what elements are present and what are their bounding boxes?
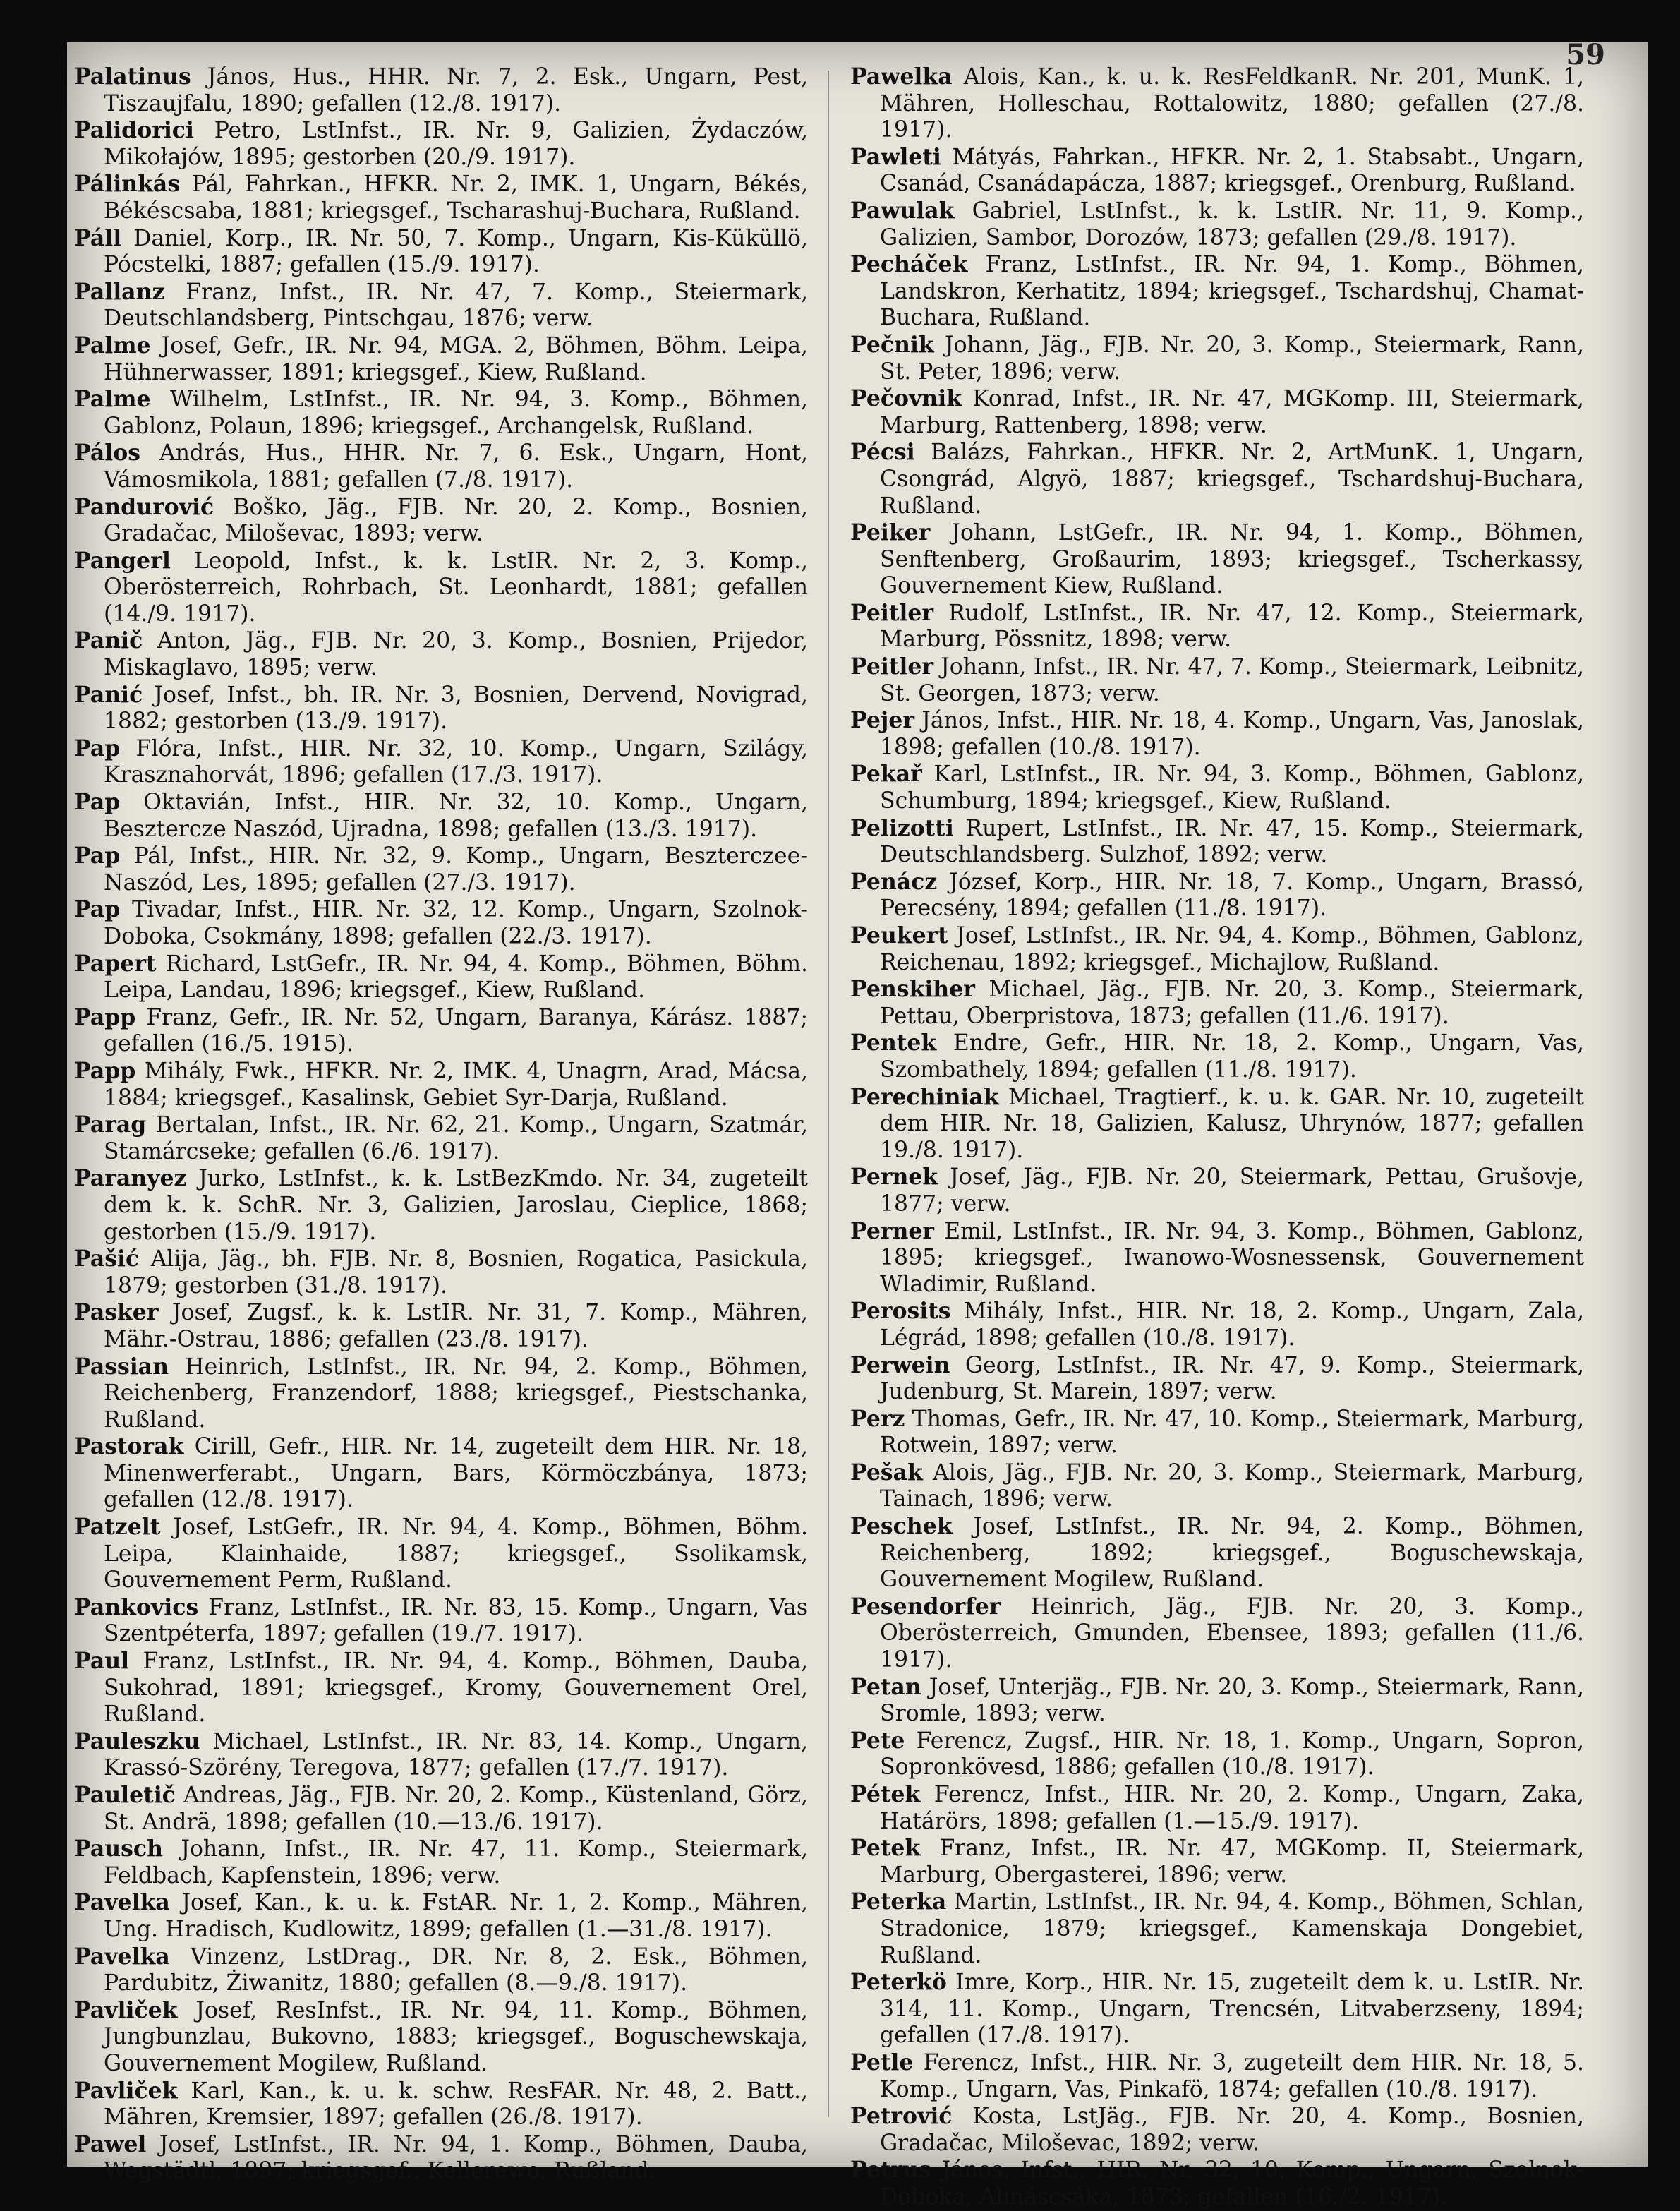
- entry-surname: Páll: [74, 224, 122, 251]
- casualty-entry: [850, 1888, 1584, 1969]
- entry-surname: Perner: [850, 1217, 935, 1244]
- entry-surname: Peiker: [850, 519, 931, 546]
- entry-details: Ferencz, Infst., HIR. Nr. 3, zugeteilt dem HIR. Nr. 18, 5. Komp., Ungarn, Vas, Pinkafö, 1874; gefallen (10./8. 1917).: [880, 2049, 1584, 2102]
- entry-surname: Pečovnik: [850, 385, 962, 412]
- entry-details: Endre, Gefr., HIR. Nr. 18, 2. Komp., Ungarn, Vas, Szombathely, 1894; gefallen (11./8. 1917).: [880, 1030, 1585, 1083]
- casualty-entry: [850, 1406, 1584, 1459]
- casualty-entry: [74, 1782, 808, 1836]
- entry-details: Leopold, Infst., k. k. LstIR. Nr. 2, 3. Komp., Oberösterreich, Rohrbach, St. Leonhardt, 1881; gefallen (14./9. 1917).: [104, 548, 808, 627]
- casualty-entry: [74, 225, 808, 279]
- casualty-entry: [850, 600, 1584, 653]
- entry-surname: Pešak: [850, 1459, 923, 1486]
- entry-details: Balázs, Fahrkan., HFKR. Nr. 2, ArtMunK. 1, Ungarn, Csongrád, Algyö, 1887; kriegsgef., Tschardshuj-Buchara, Rußland.: [880, 440, 1584, 519]
- entry-details: Kosta, LstJäg., FJB. Nr. 20, 4. Komp., Bosnien, Gradačac, Miloševac, 1892; verw.: [880, 2104, 1584, 2156]
- entry-surname: Perosits: [850, 1298, 951, 1325]
- casualty-entry: [74, 548, 808, 628]
- entry-details: Oktavián, Infst., HIR. Nr. 32, 10. Komp., Ungarn, Besztercze Naszód, Ujradna, 1898; gefallen (13./3. 1917).: [104, 790, 808, 842]
- casualty-entry: [74, 735, 808, 789]
- casualty-entry: [850, 1459, 1584, 1513]
- entry-surname: Pavliček: [74, 1996, 178, 2023]
- entry-details: János, Infst., HIR. Nr. 18, 4. Komp., Ungarn, Vas, Janoslak, 1898; gefallen (10./8. 1917).: [880, 708, 1584, 760]
- entry-details: Josef, Jäg., FJB. Nr. 20, Steiermark, Pettau, Grušovje, 1877; verw.: [880, 1164, 1585, 1217]
- entry-details: Daniel, Korp., IR. Nr. 50, 7. Komp., Ungarn, Kis-Küküllö, Pócstelki, 1887; gefallen (15./9. 1917).: [104, 225, 808, 278]
- casualty-entry: [850, 922, 1584, 976]
- page-number: 59: [1566, 38, 1605, 71]
- casualty-entry: [74, 1058, 808, 1111]
- casualty-entry: [850, 2049, 1584, 2103]
- entry-details: Petro, LstInfst., IR. Nr. 9, Galizien, Żydaczów, Mikołajów, 1895; gestorben (20./9. 1917).: [104, 118, 808, 170]
- entry-details: Thomas, Gefr., IR. Nr. 47, 10. Komp., Steiermark, Marburg, Rotwein, 1897; verw.: [880, 1406, 1584, 1459]
- casualty-entry: [850, 653, 1584, 707]
- entry-details: Franz, Infst., IR. Nr. 47, MGKomp. II, Steiermark, Marburg, Obergasterei, 1896; verw.: [880, 1836, 1584, 1888]
- entry-details: Bertalan, Infst., IR. Nr. 62, 21. Komp., Ungarn, Szatmár, Stamárcseke; gefallen (6./6. 1917).: [104, 1112, 809, 1164]
- entry-details: János, Infst., HIR. Nr. 32, 10. Komp., Ungarn, Szolnok-Doboka, Almáscsáka, 1873; gefallen (16./2. 1917).: [880, 2157, 1585, 2210]
- casualty-entry: [74, 1997, 808, 2078]
- entry-details: Josef, LstInfst., IR. Nr. 94, 1. Komp., Böhmen, Dauba, Wegstädtl, 1897; kriegsgef., Kellerewo, Rußland.: [104, 2131, 809, 2184]
- casualty-entry: [74, 1889, 808, 1943]
- casualty-entry: [74, 2078, 808, 2131]
- casualty-entry: [74, 1836, 808, 1889]
- casualty-entry: [850, 1164, 1584, 1217]
- entry-details: Wilhelm, LstInfst., IR. Nr. 94, 3. Komp., Böhmen, Gablonz, Polaun, 1896; kriegsgef., Archangelsk, Rußland.: [104, 387, 808, 439]
- entry-surname: Pétek: [850, 1781, 921, 1807]
- entry-details: Gabriel, LstInfst., k. k. LstIR. Nr. 11, 9. Komp., Galizien, Sambor, Dorozów, 1873; gefallen (29./8. 1917).: [880, 198, 1585, 251]
- entry-surname: Pálos: [74, 440, 140, 466]
- entry-surname: Pavelka: [74, 1889, 170, 1916]
- casualty-entry: [74, 1648, 808, 1728]
- casualty-entry: [850, 144, 1584, 198]
- entry-details: Jurko, LstInfst., k. k. LstBezKmdo. Nr. 34, zugeteilt dem k. k. SchR. Nr. 3, Galizien, Jaroslau, Cieplice, 1868; gestorben (15./9. 1917).: [104, 1166, 808, 1245]
- entry-details: Johann, Jäg., FJB. Nr. 20, 3. Komp., Steiermark, Rann, St. Peter, 1896; verw.: [880, 332, 1585, 385]
- entry-details: Josef, LstGefr., IR. Nr. 94, 4. Komp., Böhmen, Böhm. Leipa, Klainhaide, 1887; kriegsgef., Ssolikamsk, Gouvernement Perm, Rußland.: [104, 1514, 808, 1594]
- entry-surname: Palme: [74, 386, 151, 413]
- casualty-entry: [74, 1944, 808, 1997]
- casualty-entry: [850, 1030, 1584, 1083]
- entry-details: Josef, Kan., k. u. k. FstAR. Nr. 1, 2. Komp., Mähren, Ung. Hradisch, Kudlowitz, 1899; gefallen (1.—31./8. 1917).: [104, 1890, 808, 1942]
- casualty-entry: [74, 1004, 808, 1058]
- entry-surname: Pausch: [74, 1836, 163, 1862]
- entry-details: Rupert, LstInfst., IR. Nr. 47, 15. Komp., Steiermark, Deutschlandsberg. Sulzhof, 1892; verw.: [880, 815, 1584, 868]
- entry-details: Johann, LstGefr., IR. Nr. 94, 1. Komp., Böhmen, Senftenberg, Großaurim, 1893; kriegsgef., Tscherkassy, Gouvernement Kiew, Rußland.: [880, 520, 1584, 599]
- entry-surname: Peukert: [850, 922, 948, 948]
- document-page: [67, 38, 1648, 2210]
- entry-details: Konrad, Infst., IR. Nr. 47, MGKomp. III, Steiermark, Marburg, Rattenberg, 1898; verw.: [880, 386, 1584, 438]
- entry-surname: Penskiher: [850, 976, 975, 1003]
- right-column: [850, 64, 1584, 2211]
- column-divider: [828, 71, 829, 2117]
- casualty-entry: [850, 1674, 1584, 1728]
- entry-surname: Pallanz: [74, 278, 165, 305]
- casualty-entry: [850, 385, 1584, 439]
- entry-details: Franz, LstInfst., IR. Nr. 83, 15. Komp., Ungarn, Vas Szentpéterfa, 1897; gefallen (19./7. 1917).: [104, 1594, 808, 1647]
- entry-details: Michael, LstInfst., IR. Nr. 83, 14. Komp., Ungarn, Krassó-Szörény, Teregova, 1877; gefallen (17./7. 1917).: [104, 1728, 808, 1781]
- entry-surname: Perz: [850, 1405, 905, 1432]
- entry-surname: Pandurović: [74, 493, 214, 520]
- entry-details: Mihály, Infst., HIR. Nr. 18, 2. Komp., Ungarn, Zala, Légrád, 1898; gefallen (10./8. 1917).: [880, 1299, 1584, 1351]
- casualty-entry: [74, 1514, 808, 1594]
- casualty-entry: [74, 494, 808, 548]
- casualty-entry: [74, 1354, 808, 1434]
- casualty-entry: [74, 332, 808, 386]
- casualty-entry: [850, 1218, 1584, 1299]
- entry-surname: Peitler: [850, 599, 934, 626]
- entry-details: Cirill, Gefr., HIR. Nr. 14, zugeteilt dem HIR. Nr. 18, Minenwerferabt., Ungarn, Bars, Körmöczbánya, 1873; gefallen (12./8. 1917).: [104, 1434, 809, 1513]
- entry-surname: Pap: [74, 896, 121, 923]
- entry-details: Ferencz, Zugsf., HIR. Nr. 18, 1. Komp., Ungarn, Sopron, Sopronkövesd, 1886; gefallen (10./8. 1917).: [880, 1728, 1585, 1781]
- casualty-entry: [850, 1835, 1584, 1888]
- entry-details: Franz, Gefr., IR. Nr. 52, Ungarn, Baranya, Kárász. 1887; gefallen (16./5. 1915).: [104, 1004, 808, 1057]
- entry-surname: Perechiniak: [850, 1083, 999, 1110]
- left-column: [74, 64, 808, 2185]
- entry-details: Boško, Jäg., FJB. Nr. 20, 2. Komp., Bosnien, Gradačac, Miloševac, 1893; verw.: [104, 494, 809, 547]
- casualty-entry: [74, 1165, 808, 1246]
- entry-surname: Paranyez: [74, 1165, 187, 1192]
- entry-details: Alois, Kan., k. u. k. ResFeldkanR. Nr. 201, MunK. 1, Mähren, Holleschau, Rottalowitz, 1880; gefallen (27./8. 1917).: [880, 64, 1584, 143]
- entry-details: Imre, Korp., HIR. Nr. 15, zugeteilt dem k. u. LstIR. Nr. 314, 11. Komp., Ungarn, Trencsén, Litvaberzseny, 1894; gefallen (17./8. 1917).: [880, 1970, 1584, 2049]
- casualty-entry: [74, 843, 808, 896]
- entry-surname: Peitler: [850, 653, 934, 680]
- entry-surname: Pernek: [850, 1164, 938, 1191]
- entry-details: Josef, ResInfst., IR. Nr. 94, 11. Komp., Böhmen, Jungbunzlau, Bukovno, 1883; kriegsgef., Boguschewskaja, Gouvernement Mogilew, Rußland.: [104, 1997, 809, 2076]
- entry-surname: Papp: [74, 1057, 136, 1084]
- casualty-entry: [74, 1433, 808, 1514]
- entry-details: Pál, Fahrkan., HFKR. Nr. 2, IMK. 1, Ungarn, Békés, Békéscsaba, 1881; kriegsgef., Tscharashuj-Buchara, Rußland.: [104, 171, 808, 224]
- casualty-entry: [74, 117, 808, 171]
- entry-details: Flóra, Infst., HIR. Nr. 32, 10. Komp., Ungarn, Szilágy, Krasznahorvát, 1896; gefallen (17./3. 1917).: [104, 735, 809, 788]
- entry-surname: Pap: [74, 789, 121, 816]
- entry-surname: Petek: [850, 1835, 921, 1862]
- entry-surname: Pejer: [850, 707, 914, 734]
- entry-surname: Pálinkás: [74, 171, 181, 198]
- entry-surname: Pangerl: [74, 547, 171, 574]
- entry-details: Richard, LstGefr., IR. Nr. 94, 4. Komp., Böhmen, Böhm. Leipa, Landau, 1896; kriegsgef., Kiew, Rußland.: [104, 951, 809, 1004]
- entry-surname: Pašić: [74, 1246, 140, 1272]
- casualty-entry: [850, 251, 1584, 332]
- entry-details: Michael, Tragtierf., k. u. k. GAR. Nr. 10, zugeteilt dem HIR. Nr. 18, Galizien, Kalusz, Uhrynów, 1877; gefallen 19./8. 1917).: [880, 1084, 1584, 1163]
- entry-surname: Pauletič: [74, 1782, 176, 1808]
- casualty-entry: [74, 279, 808, 332]
- entry-surname: Peterka: [850, 1888, 947, 1915]
- casualty-entry: [74, 440, 808, 493]
- entry-details: Karl, Kan., k. u. k. schw. ResFAR. Nr. 48, 2. Batt., Mähren, Kremsier, 1897; gefallen (26./8. 1917).: [104, 2078, 809, 2131]
- entry-surname: Pauleszku: [74, 1728, 200, 1754]
- entry-details: Josef, Zugsf., k. k. LstIR. Nr. 31, 7. Komp., Mähren, Mähr.-Ostrau, 1886; gefallen (23./8. 1917).: [104, 1300, 808, 1352]
- entry-surname: Parag: [74, 1111, 147, 1138]
- casualty-entry: [850, 519, 1584, 600]
- casualty-entry: [74, 627, 808, 681]
- entry-surname: Petan: [850, 1673, 921, 1700]
- entry-surname: Petrus: [850, 2157, 931, 2183]
- entry-details: Andreas, Jäg., FJB. Nr. 20, 2. Komp., Küstenland, Görz, St. Andrä, 1898; gefallen (10.—13./6. 1917).: [104, 1783, 808, 1835]
- entry-details: Heinrich, LstInfst., IR. Nr. 94, 2. Komp., Böhmen, Reichenberg, Franzendorf, 1888; kriegsgef., Piestschanka, Rußland.: [104, 1354, 808, 1433]
- entry-details: József, Korp., HIR. Nr. 18, 7. Komp., Ungarn, Brassó, Perecsény, 1894; gefallen (11./8. 1917).: [880, 869, 1585, 922]
- entry-details: Mátyás, Fahrkan., HFKR. Nr. 2, 1. Stabsabt., Ungarn, Csanád, Csanádapácza, 1887; kriegsgef., Orenburg, Rußland.: [880, 144, 1585, 197]
- entry-surname: Pawelka: [850, 64, 953, 90]
- entry-details: Josef, Infst., bh. IR. Nr. 3, Bosnien, Dervend, Novigrad, 1882; gestorben (13./9. 1917).: [104, 682, 809, 735]
- casualty-entry: [850, 761, 1584, 814]
- entry-surname: Pap: [74, 735, 121, 761]
- casualty-entry: [850, 198, 1584, 251]
- entry-details: Alois, Jäg., FJB. Nr. 20, 3. Komp., Steiermark, Marburg, Tainach, 1896; verw.: [880, 1459, 1584, 1512]
- entry-details: János, Hus., HHR. Nr. 7, 2. Esk., Ungarn, Pest, Tiszaujfalu, 1890; gefallen (12./8. 1917).: [104, 64, 808, 116]
- entry-details: Karl, LstInfst., IR. Nr. 94, 3. Komp., Böhmen, Gablonz, Schumburg, 1894; kriegsgef., Kiew, Rußland.: [880, 761, 1584, 814]
- entry-details: Johann, Infst., IR. Nr. 47, 11. Komp., Steiermark, Feldbach, Kapfenstein, 1896; verw.: [104, 1836, 808, 1888]
- casualty-entry: [850, 2103, 1584, 2157]
- entry-details: Rudolf, LstInfst., IR. Nr. 47, 12. Komp., Steiermark, Marburg, Pössnitz, 1898; verw.: [880, 600, 1585, 653]
- entry-details: Pál, Infst., HIR. Nr. 32, 9. Komp., Ungarn, Beszterczee-Naszód, Les, 1895; gefallen (27./3. 1917).: [104, 843, 808, 896]
- entry-surname: Pesendorfer: [850, 1593, 1001, 1620]
- entry-surname: Pankovics: [74, 1594, 199, 1620]
- entry-surname: Penácz: [850, 868, 938, 895]
- entry-details: Franz, LstInfst., IR. Nr. 94, 4. Komp., Böhmen, Dauba, Sukohrad, 1891; kriegsgef., Kromy, Gouvernement Orel, Rußland.: [104, 1649, 809, 1728]
- entry-details: András, Hus., HHR. Nr. 7, 6. Esk., Ungarn, Hont, Vámosmikola, 1881; gefallen (7./8. 1917).: [104, 440, 808, 493]
- casualty-entry: [74, 682, 808, 735]
- entry-details: Georg, LstInfst., IR. Nr. 47, 9. Komp., Steiermark, Judenburg, St. Marein, 1897; verw.: [880, 1352, 1584, 1405]
- entry-details: Anton, Jäg., FJB. Nr. 20, 3. Komp., Bosnien, Prijedor, Miskaglavo, 1895; verw.: [104, 628, 808, 681]
- casualty-entry: [850, 1969, 1584, 2049]
- entry-surname: Pentek: [850, 1030, 937, 1056]
- entry-surname: Petle: [850, 2049, 914, 2076]
- entry-details: Heinrich, Jäg., FJB. Nr. 20, 3. Komp., Oberösterreich, Gmunden, Ebensee, 1893; gefallen (11./6. 1917).: [880, 1594, 1585, 1673]
- entry-surname: Patzelt: [74, 1514, 161, 1541]
- casualty-entry: [74, 1299, 808, 1353]
- casualty-entry: [74, 1111, 808, 1165]
- entry-surname: Pete: [850, 1727, 905, 1754]
- entry-surname: Pécsi: [850, 439, 915, 466]
- casualty-entry: [850, 815, 1584, 869]
- entry-surname: Palidorici: [74, 117, 194, 144]
- casualty-entry: [850, 1352, 1584, 1406]
- entry-surname: Palme: [74, 332, 151, 359]
- casualty-entry: [74, 1594, 808, 1648]
- entry-details: Michael, Jäg., FJB. Nr. 20, 3. Komp., Steiermark, Pettau, Oberpristova, 1873; gefallen (11./6. 1917).: [880, 977, 1584, 1029]
- entry-details: Alija, Jäg., bh. FJB. Nr. 8, Bosnien, Rogatica, Pasickula, 1879; gestorben (31./8. 1917).: [104, 1246, 809, 1299]
- entry-surname: Pelizotti: [850, 814, 954, 841]
- entry-surname: Papert: [74, 950, 157, 977]
- casualty-entry: [74, 789, 808, 843]
- entry-surname: Pasker: [74, 1299, 159, 1326]
- casualty-entry: [850, 332, 1584, 385]
- casualty-entry: [850, 1594, 1584, 1674]
- entry-surname: Pavliček: [74, 2077, 178, 2104]
- casualty-entry: [74, 1728, 808, 1782]
- casualty-entry: [74, 1246, 808, 1299]
- entry-surname: Peterkö: [850, 1969, 947, 1996]
- entry-surname: Papp: [74, 1004, 136, 1030]
- casualty-entry: [850, 1084, 1584, 1164]
- casualty-entry: [74, 386, 808, 440]
- entry-surname: Pekař: [850, 761, 922, 788]
- casualty-entry: [850, 2157, 1584, 2210]
- entry-details: Josef, LstInfst., IR. Nr. 94, 4. Komp., Böhmen, Gablonz, Reichenau, 1892; kriegsgef., Michajlow, Rußland.: [880, 923, 1585, 975]
- entry-surname: Pawel: [74, 2131, 147, 2157]
- casualty-entry: [74, 951, 808, 1004]
- casualty-entry: [850, 707, 1584, 761]
- casualty-entry: [74, 171, 808, 224]
- entry-details: Martin, LstInfst., IR. Nr. 94, 4. Komp., Böhmen, Schlan, Stradonice, 1879; kriegsgef., Kamenskaja Dongebiet, Rußland.: [880, 1889, 1584, 1968]
- casualty-entry: [74, 64, 808, 117]
- casualty-entry: [850, 1728, 1584, 1781]
- casualty-entry: [850, 1513, 1584, 1594]
- entry-surname: Petrović: [850, 2103, 953, 2130]
- entry-details: Josef, Unterjäg., FJB. Nr. 20, 3. Komp., Steiermark, Rann, Sromle, 1893; verw.: [880, 1674, 1584, 1727]
- entry-surname: Pawulak: [850, 197, 955, 224]
- casualty-entry: [850, 1298, 1584, 1351]
- casualty-entry: [850, 869, 1584, 922]
- entry-surname: Pecháček: [850, 251, 968, 278]
- casualty-entry: [850, 439, 1584, 519]
- entry-surname: Panić: [74, 681, 143, 708]
- entry-surname: Pečnik: [850, 331, 934, 358]
- casualty-entry: [850, 976, 1584, 1030]
- entry-surname: Perwein: [850, 1351, 950, 1378]
- entry-details: Emil, LstInfst., IR. Nr. 94, 3. Komp., Böhmen, Gablonz, 1895; kriegsgef., Iwanowo-Wosnessensk, Gouvernement Wladimir, Rußland.: [880, 1218, 1584, 1297]
- casualty-entry: [850, 1781, 1584, 1835]
- entry-details: Josef, LstInfst., IR. Nr. 94, 2. Komp., Böhmen, Reichenberg, 1892; kriegsgef., Boguschewskaja, Gouvernement Mogilew, Rußland.: [880, 1514, 1585, 1593]
- entry-details: Franz, LstInfst., IR. Nr. 94, 1. Komp., Böhmen, Landskron, Kerhatitz, 1894; kriegsgef., Tschardshuj, Chamat-Buchara, Rußland.: [880, 252, 1584, 331]
- entry-details: Ferencz, Infst., HIR. Nr. 20, 2. Komp., Ungarn, Zaka, Határörs, 1898; gefallen (1.—15./9. 1917).: [880, 1782, 1585, 1834]
- entry-surname: Paul: [74, 1648, 130, 1675]
- entry-details: Mihály, Fwk., HFKR. Nr. 2, IMK. 4, Unagrn, Arad, Mácsa, 1884; kriegsgef., Kasalinsk, Gebiet Syr-Darja, Rußland.: [104, 1058, 808, 1111]
- entry-surname: Panič: [74, 627, 143, 654]
- entry-surname: Palatinus: [74, 64, 191, 90]
- entry-details: Johann, Infst., IR. Nr. 47, 7. Komp., Steiermark, Leibnitz, St. Georgen, 1873; verw.: [880, 654, 1584, 706]
- entry-details: Franz, Infst., IR. Nr. 47, 7. Komp., Steiermark, Deutschlandsberg, Pintschgau, 1876; verw.: [104, 279, 808, 332]
- entry-surname: Pastorak: [74, 1433, 184, 1460]
- entry-surname: Peschek: [850, 1513, 953, 1540]
- entry-details: Tivadar, Infst., HIR. Nr. 32, 12. Komp., Ungarn, Szolnok-Doboka, Csokmány, 1898; gefallen (22./3. 1917).: [104, 897, 809, 949]
- entry-details: Josef, Gefr., IR. Nr. 94, MGA. 2, Böhmen, Böhm. Leipa, Hühnerwasser, 1891; kriegsgef., Kiew, Rußland.: [104, 332, 808, 385]
- casualty-entry: [74, 896, 808, 950]
- entry-details: Vinzenz, LstDrag., DR. Nr. 8, 2. Esk., Böhmen, Pardubitz, Żiwanitz, 1880; gefallen (8.—9./8. 1917).: [104, 1944, 808, 1996]
- casualty-entry: [850, 64, 1584, 144]
- entry-surname: Pawleti: [850, 143, 941, 170]
- entry-surname: Passian: [74, 1353, 169, 1380]
- casualty-entry: [74, 2131, 808, 2185]
- entry-surname: Pap: [74, 843, 121, 869]
- entry-surname: Pavelka: [74, 1943, 170, 1970]
